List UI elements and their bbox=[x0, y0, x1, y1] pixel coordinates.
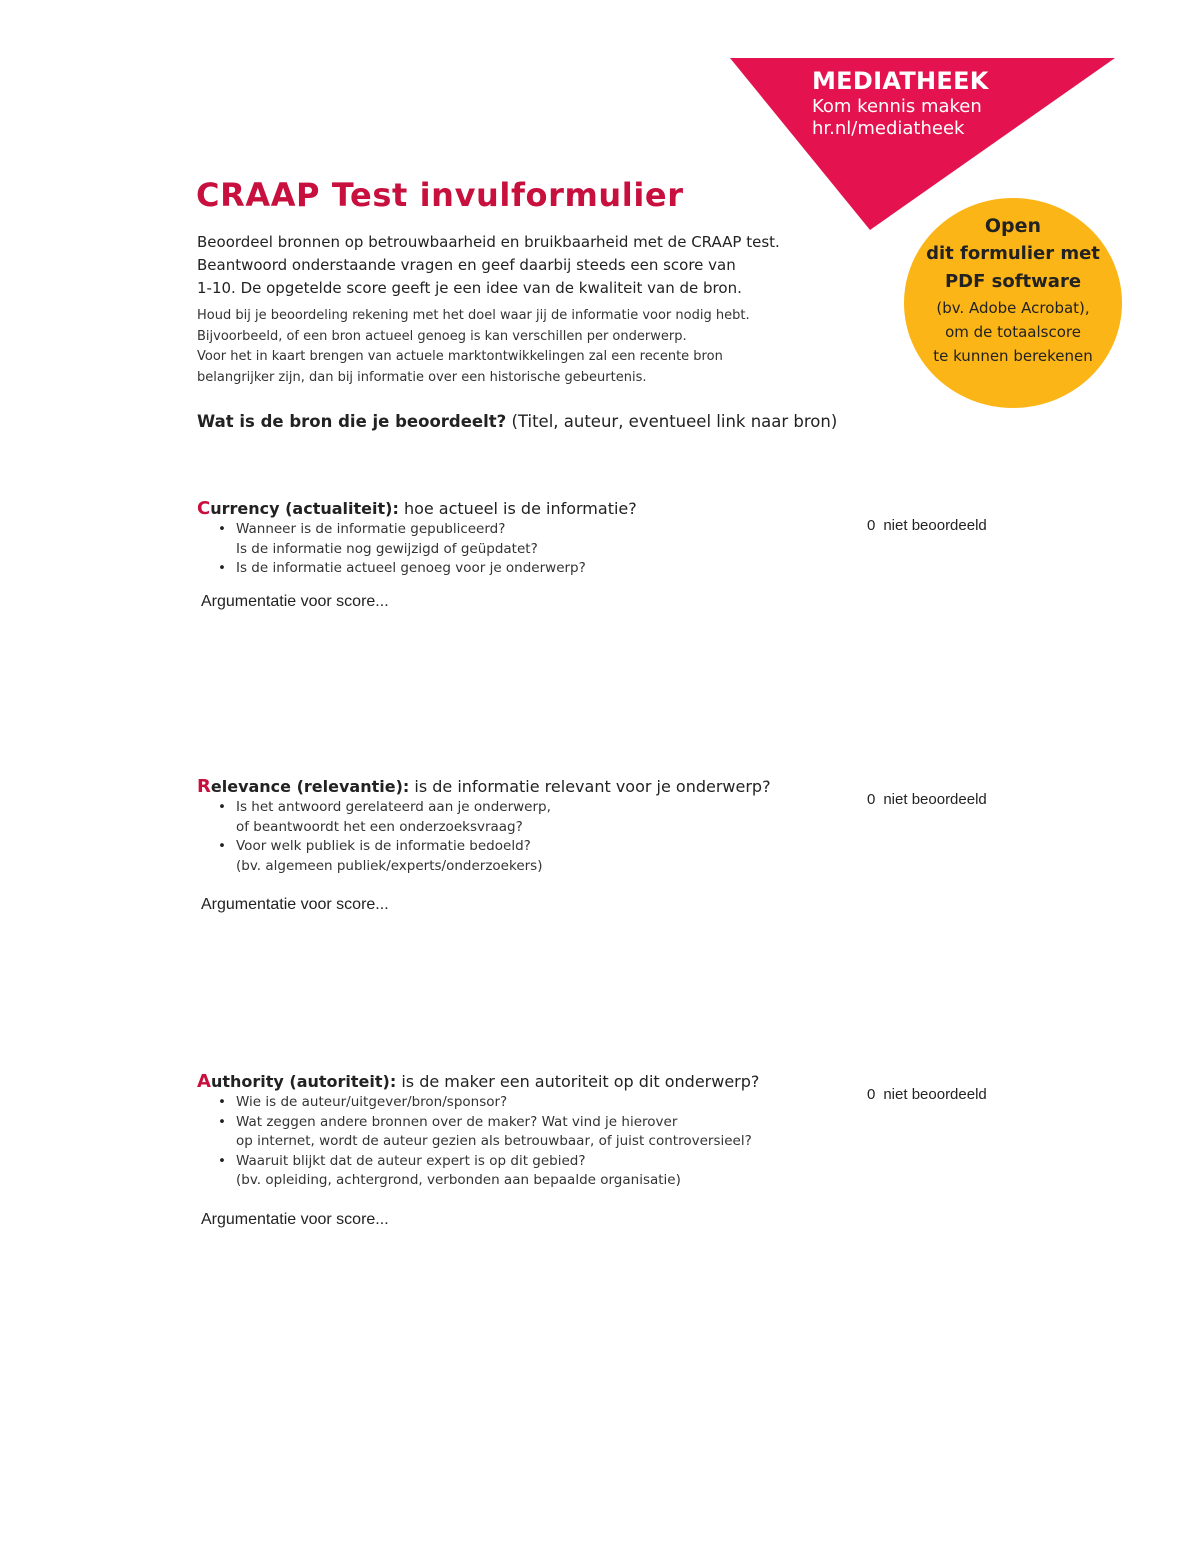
banner-text bbox=[812, 66, 989, 140]
intro-line: Beoordeel bronnen op betrouwbaarheid en bruikbaarheid met de CRAAP test. bbox=[197, 233, 780, 251]
bullet-continuation: (bv. opleiding, achtergrond, verbonden aan bepaalde organisatie) bbox=[236, 1172, 681, 1188]
source-question-bold: Wat is de bron die je beoordeelt? bbox=[197, 412, 507, 431]
section-bullets bbox=[197, 798, 1017, 876]
score-field[interactable] bbox=[867, 517, 987, 534]
note-text bbox=[197, 306, 877, 388]
section-initial: A bbox=[197, 1071, 211, 1092]
bullet-item: • Wie is de auteur/uitgever/bron/sponsor? bbox=[236, 1093, 1017, 1113]
note-line: Voor het in kaart brengen van actuele marktontwikkelingen zal een recente bron bbox=[197, 349, 723, 364]
score-value: 0 bbox=[867, 1086, 876, 1103]
banner-tagline: Kom kennis maken bbox=[812, 96, 982, 117]
intro-line: Beantwoord onderstaande vragen en geef daarbij steeds een score van bbox=[197, 256, 736, 274]
section-initial: R bbox=[197, 776, 211, 797]
argumentation-field[interactable]: Argumentatie voor score... bbox=[201, 1210, 389, 1228]
note-line: belangrijker zijn, dan bij informatie over een historische gebeurtenis. bbox=[197, 369, 647, 385]
score-label: niet beoordeeld bbox=[883, 791, 987, 808]
source-question[interactable] bbox=[197, 412, 837, 431]
intro-line: 1-10. De opgetelde score geeft je een idee van de kwaliteit van de bron. bbox=[197, 279, 742, 297]
section-term: elevance (relevantie): bbox=[210, 777, 410, 796]
banner-title: MEDIATHEEK bbox=[812, 67, 989, 95]
score-value: 0 bbox=[867, 517, 876, 534]
badge-line-1: Open bbox=[984, 215, 1042, 237]
bullet-item: • Voor welk publiek is de informatie bedoeld? bbox=[236, 837, 1017, 857]
note-line: Bijvoorbeeld, of een bron actueel genoeg is kan verschillen per onderwerp. bbox=[197, 328, 687, 344]
section-authority bbox=[197, 1071, 1017, 1229]
section-initial: C bbox=[197, 498, 211, 519]
argumentation-field[interactable]: Argumentatie voor score... bbox=[201, 896, 389, 913]
score-value: 0 bbox=[867, 791, 876, 808]
section-question: hoe actueel is de informatie? bbox=[398, 499, 637, 518]
section-bullets bbox=[197, 1093, 1017, 1191]
score-label: niet beoordeeld bbox=[883, 517, 987, 534]
section-relevance bbox=[197, 776, 1017, 914]
bullet-item: • Wanneer is de informatie gepubliceerd? bbox=[236, 520, 1017, 540]
bullet-continuation: (bv. algemeen publiek/experts/onderzoekers) bbox=[236, 857, 543, 874]
intro-text bbox=[197, 231, 877, 300]
bullet-item: • Is de informatie actueel genoeg voor je onderwerp? bbox=[236, 559, 1017, 579]
badge-line-2: dit formulier met bbox=[926, 243, 1100, 264]
pdf-software-badge bbox=[904, 198, 1122, 408]
section-currency bbox=[197, 498, 1017, 611]
badge-line-3: PDF software bbox=[944, 271, 1082, 292]
bullet-continuation: of beantwoordt het een onderzoeksvraag? bbox=[236, 818, 523, 835]
score-label: niet beoordeeld bbox=[883, 1086, 987, 1103]
mediatheek-banner bbox=[730, 58, 1115, 230]
score-field[interactable] bbox=[867, 1086, 987, 1103]
section-question: is de informatie relevant voor je onderwerp? bbox=[409, 777, 771, 796]
section-term: urrency (actualiteit): bbox=[210, 499, 399, 518]
page-title: CRAAP Test invulformulier bbox=[196, 176, 684, 214]
score-field[interactable] bbox=[867, 791, 987, 808]
badge-line-4: (bv. Adobe Acrobat), bbox=[936, 299, 1090, 317]
bullet-continuation: op internet, wordt de auteur gezien als betrouwbaar, of juist controversieel? bbox=[236, 1133, 752, 1149]
bullet-continuation: Is de informatie nog gewijzigd of geüpdatet? bbox=[236, 540, 538, 557]
bullet-item: • Is het antwoord gerelateerd aan je onderwerp, bbox=[236, 798, 1017, 818]
bullet-item: • Waaruit blijkt dat de auteur expert is op dit gebied? bbox=[236, 1152, 1017, 1172]
note-line: Houd bij je beoordeling rekening met het doel waar jij de informatie voor nodig hebt. bbox=[197, 308, 750, 323]
badge-line-6: te kunnen berekenen bbox=[933, 347, 1093, 365]
badge-line-5: om de totaalscore bbox=[945, 323, 1081, 341]
section-question: is de maker een autoriteit op dit onderwerp? bbox=[396, 1072, 760, 1091]
source-question-hint: (Titel, auteur, eventueel link naar bron) bbox=[506, 412, 838, 431]
section-term: uthority (autoriteit): bbox=[210, 1072, 397, 1091]
bullet-item: • Wat zeggen andere bronnen over de maker? Wat vind je hierover bbox=[236, 1113, 1017, 1133]
argumentation-field[interactable]: Argumentatie voor score... bbox=[201, 592, 389, 610]
banner-url[interactable]: hr.nl/mediatheek bbox=[812, 118, 965, 139]
